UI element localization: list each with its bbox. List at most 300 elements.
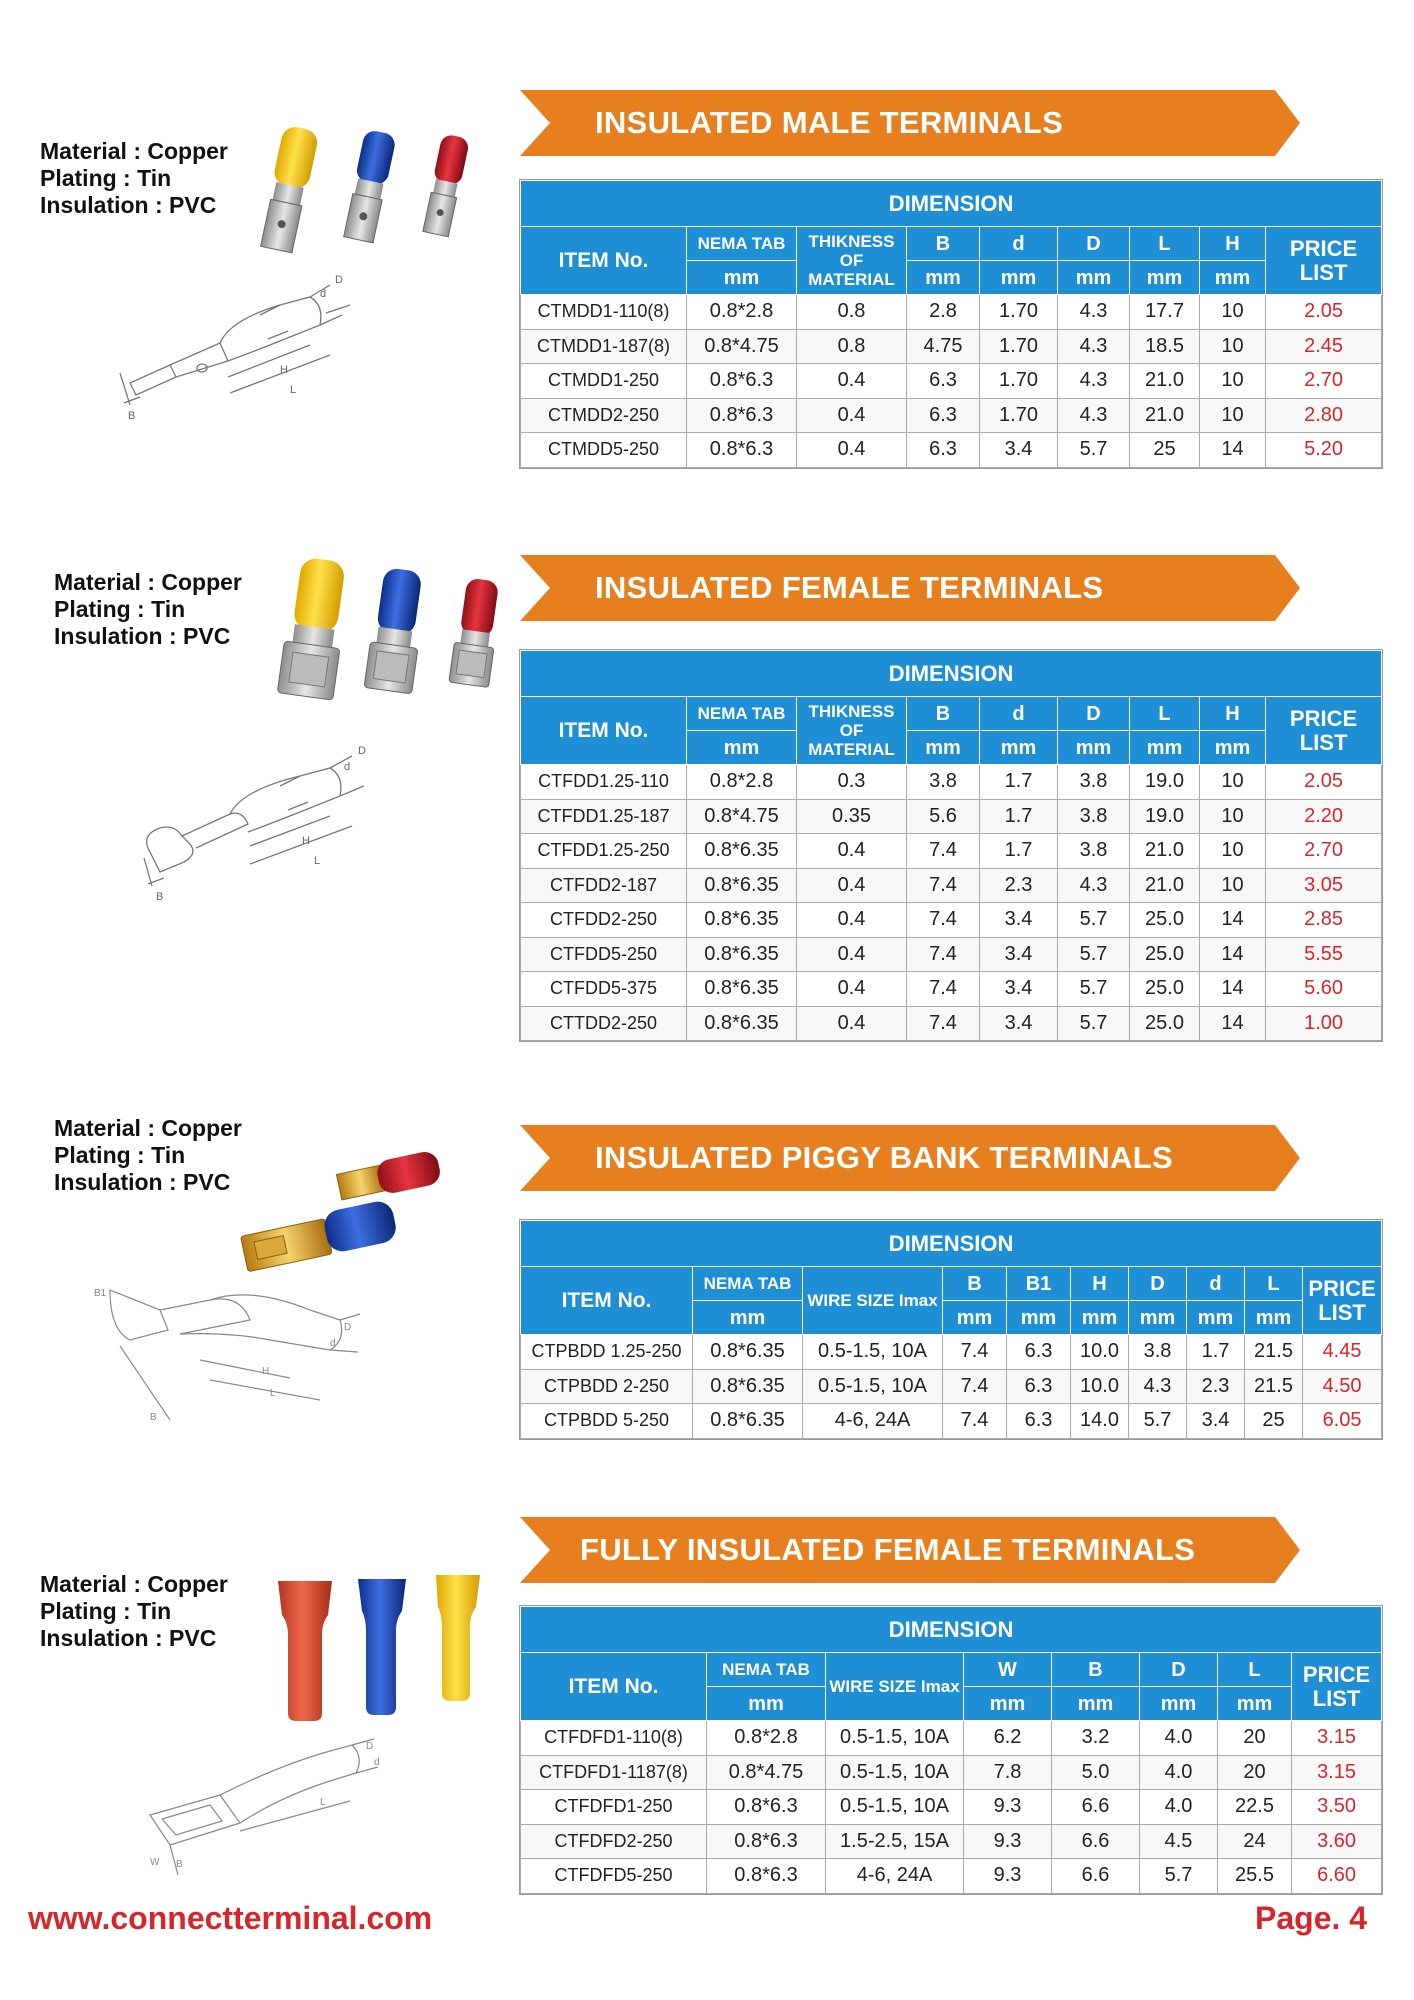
item-no: CTTDD2-250 — [521, 1006, 687, 1041]
svg-text:L: L — [270, 1388, 276, 1399]
cell: 0.4 — [797, 364, 907, 399]
material-line: Material : Copper — [40, 138, 228, 164]
nema-tab-header: NEMA TAB — [687, 227, 797, 261]
material-line: Material : Copper — [40, 1571, 228, 1597]
cell: 14 — [1200, 1006, 1266, 1041]
cell: 0.5-1.5, 10A — [803, 1335, 943, 1370]
cell: 5.7 — [1129, 1404, 1187, 1439]
cell: 10 — [1200, 398, 1266, 433]
material-line: Material : Copper — [54, 569, 242, 595]
cell: 7.4 — [943, 1404, 1007, 1439]
cell: 5.7 — [1058, 433, 1130, 468]
cell: 3.4 — [980, 1006, 1058, 1041]
cell: 24 — [1218, 1824, 1292, 1859]
cell: 21.0 — [1130, 364, 1200, 399]
unit-header: mm — [907, 731, 980, 765]
dim-header: B — [907, 697, 980, 731]
cell: 6.3 — [907, 398, 980, 433]
dim-header: L — [1130, 227, 1200, 261]
cell: 3.8 — [1058, 799, 1130, 834]
cell: 1.70 — [980, 329, 1058, 364]
cell: 0.35 — [797, 799, 907, 834]
piggy-bank-terminal-photo — [230, 1150, 450, 1280]
price-cell: 3.15 — [1292, 1721, 1382, 1756]
price-list-header: PRICE LIST — [1292, 1653, 1382, 1721]
cell: 9.3 — [964, 1824, 1052, 1859]
cell: 3.8 — [1058, 765, 1130, 800]
cell: 25 — [1130, 433, 1200, 468]
unit-header: mm — [943, 1301, 1007, 1335]
cell: 0.4 — [797, 834, 907, 869]
table-row — [521, 937, 1382, 972]
dimension-header: DIMENSION — [521, 1607, 1382, 1653]
table-row — [521, 364, 1382, 399]
cell: 0.5-1.5, 10A — [803, 1369, 943, 1404]
cell: 0.4 — [797, 433, 907, 468]
table-row — [521, 1404, 1382, 1439]
cell: 6.6 — [1052, 1790, 1140, 1825]
cell: 0.8*6.35 — [693, 1335, 803, 1370]
cell: 0.8*6.35 — [687, 834, 797, 869]
unit-header: mm — [1007, 1301, 1071, 1335]
unit-header: mm — [1058, 261, 1130, 295]
cell: 7.4 — [907, 1006, 980, 1041]
material-spec — [40, 138, 228, 219]
dim-header: D — [1058, 227, 1130, 261]
cell: 3.2 — [1052, 1721, 1140, 1756]
price-cell: 2.70 — [1266, 364, 1382, 399]
unit-header: mm — [1200, 731, 1266, 765]
cell: 0.8*6.3 — [687, 364, 797, 399]
insulation-line: Insulation : PVC — [40, 1625, 217, 1651]
cell: 4.5 — [1140, 1824, 1218, 1859]
unit-header: mm — [1140, 1687, 1218, 1721]
cell: 3.8 — [1129, 1335, 1187, 1370]
unit-header: mm — [980, 731, 1058, 765]
price-cell: 3.60 — [1292, 1824, 1382, 1859]
svg-text:D: D — [366, 1741, 374, 1752]
table-row — [521, 834, 1382, 869]
item-no: CTFDFD2-250 — [521, 1824, 707, 1859]
table-row — [521, 1755, 1382, 1790]
item-no: CTMDD1-187(8) — [521, 329, 687, 364]
material-line: Material : Copper — [54, 1115, 242, 1141]
cell: 19.0 — [1130, 765, 1200, 800]
unit-header: mm — [1130, 731, 1200, 765]
cell: 1.7 — [1187, 1335, 1245, 1370]
cell: 7.4 — [907, 868, 980, 903]
table-row — [521, 1006, 1382, 1041]
wire-size-header: WIRE SIZE Imax — [826, 1653, 964, 1721]
cell: 3.8 — [1058, 834, 1130, 869]
unit-header: mm — [1129, 1301, 1187, 1335]
table-row — [521, 765, 1382, 800]
cell: 14 — [1200, 972, 1266, 1007]
cell: 7.8 — [964, 1755, 1052, 1790]
cell: 1.7 — [980, 834, 1058, 869]
cell: 21.0 — [1130, 398, 1200, 433]
price-cell: 5.60 — [1266, 972, 1382, 1007]
price-cell: 2.05 — [1266, 765, 1382, 800]
nema-tab-header: NEMA TAB — [687, 697, 797, 731]
svg-text:L: L — [320, 1797, 326, 1808]
svg-text:H: H — [280, 364, 288, 376]
table-row — [521, 295, 1382, 330]
section-title: FULLY INSULATED FEMALE TERMINALS — [580, 1532, 1196, 1567]
price-cell: 5.55 — [1266, 937, 1382, 972]
cell: 25.0 — [1130, 1006, 1200, 1041]
price-cell: 4.50 — [1303, 1369, 1382, 1404]
cell: 2.3 — [1187, 1369, 1245, 1404]
item-no: CTPBDD 5-250 — [521, 1404, 693, 1439]
plating-line: Plating : Tin — [54, 1142, 186, 1168]
cell: 25.0 — [1130, 972, 1200, 1007]
svg-text:B: B — [150, 1412, 157, 1423]
cell: 0.4 — [797, 972, 907, 1007]
table-row — [521, 1369, 1382, 1404]
dim-header: W — [964, 1653, 1052, 1687]
svg-text:D: D — [335, 274, 343, 286]
cell: 0.8*2.8 — [707, 1721, 826, 1756]
svg-text:H: H — [302, 835, 310, 847]
cell: 0.8*6.35 — [693, 1369, 803, 1404]
cell: 5.7 — [1058, 1006, 1130, 1041]
cell: 1.7 — [980, 799, 1058, 834]
item-no-header: ITEM No. — [521, 697, 687, 765]
svg-text:L: L — [314, 855, 321, 867]
cell: 0.8*6.3 — [687, 398, 797, 433]
thickness-header: THIKNESS OF MATERIAL — [797, 227, 907, 295]
section-banner-female — [520, 555, 1300, 621]
svg-text:W: W — [150, 1857, 160, 1868]
dim-header: d — [980, 697, 1058, 731]
cell: 25.0 — [1130, 937, 1200, 972]
item-no: CTFDD1.25-110 — [521, 765, 687, 800]
cell: 0.5-1.5, 10A — [826, 1721, 964, 1756]
dim-header: D — [1058, 697, 1130, 731]
price-cell: 6.60 — [1292, 1859, 1382, 1894]
cell: 6.3 — [1007, 1335, 1071, 1370]
unit-header: mm — [1200, 261, 1266, 295]
unit-header: mm — [1052, 1687, 1140, 1721]
female-terminal-photo — [265, 555, 515, 715]
item-no: CTMDD1-250 — [521, 364, 687, 399]
cell: 14 — [1200, 433, 1266, 468]
dimension-header: DIMENSION — [521, 651, 1382, 697]
svg-text:B: B — [156, 891, 164, 903]
cell: 21.5 — [1245, 1335, 1303, 1370]
cell: 0.4 — [797, 868, 907, 903]
nema-tab-header: NEMA TAB — [693, 1267, 803, 1301]
price-cell: 2.05 — [1266, 295, 1382, 330]
cell: 20 — [1218, 1755, 1292, 1790]
cell: 3.4 — [980, 433, 1058, 468]
cell: 0.4 — [797, 1006, 907, 1041]
section-title: INSULATED FEMALE TERMINALS — [595, 570, 1104, 605]
item-no: CTFDD1.25-250 — [521, 834, 687, 869]
cell: 6.3 — [1007, 1404, 1071, 1439]
table-row — [521, 868, 1382, 903]
unit-header: mm — [964, 1687, 1052, 1721]
thickness-header: THIKNESS OF MATERIAL — [797, 697, 907, 765]
cell: 19.0 — [1130, 799, 1200, 834]
price-list-header: PRICE LIST — [1266, 697, 1382, 765]
item-no: CTMDD1-110(8) — [521, 295, 687, 330]
dim-header: B1 — [1007, 1267, 1071, 1301]
cell: 0.8*4.75 — [687, 799, 797, 834]
cell: 6.3 — [1007, 1369, 1071, 1404]
item-no: CTFDD2-187 — [521, 868, 687, 903]
cell: 0.4 — [797, 937, 907, 972]
unit-header: mm — [693, 1301, 803, 1335]
cell: 3.8 — [907, 765, 980, 800]
fully-insulated-terminal-photo — [270, 1575, 495, 1725]
cell: 4.0 — [1140, 1721, 1218, 1756]
svg-text:d: d — [374, 1757, 380, 1768]
cell: 3.4 — [980, 972, 1058, 1007]
cell: 10.0 — [1071, 1369, 1129, 1404]
cell: 1.5-2.5, 15A — [826, 1824, 964, 1859]
item-no: CTFDD1.25-187 — [521, 799, 687, 834]
dim-header: H — [1071, 1267, 1129, 1301]
cell: 0.8*6.35 — [687, 937, 797, 972]
cell: 0.3 — [797, 765, 907, 800]
dim-header: L — [1130, 697, 1200, 731]
dim-header: H — [1200, 697, 1266, 731]
dim-header: L — [1218, 1653, 1292, 1687]
cell: 4.0 — [1140, 1755, 1218, 1790]
cell: 0.4 — [797, 398, 907, 433]
cell: 4.3 — [1058, 329, 1130, 364]
cell: 4-6, 24A — [803, 1404, 943, 1439]
item-no: CTMDD2-250 — [521, 398, 687, 433]
price-cell: 4.45 — [1303, 1335, 1382, 1370]
cell: 0.4 — [797, 903, 907, 938]
cell: 7.4 — [907, 972, 980, 1007]
spec-table-piggy — [520, 1220, 1382, 1439]
unit-header: mm — [1187, 1301, 1245, 1335]
cell: 25.0 — [1130, 903, 1200, 938]
table-row — [521, 799, 1382, 834]
cell: 9.3 — [964, 1859, 1052, 1894]
table-row — [521, 972, 1382, 1007]
cell: 4-6, 24A — [826, 1859, 964, 1894]
item-no: CTFDFD5-250 — [521, 1859, 707, 1894]
table-row — [521, 329, 1382, 364]
svg-text:H: H — [262, 1366, 270, 1377]
fully-insulated-terminal-drawing — [130, 1735, 390, 1885]
dim-header: L — [1245, 1267, 1303, 1301]
dim-header: D — [1140, 1653, 1218, 1687]
nema-tab-header: NEMA TAB — [707, 1653, 826, 1687]
table-row — [521, 1859, 1382, 1894]
cell: 4.3 — [1058, 868, 1130, 903]
cell: 21.0 — [1130, 834, 1200, 869]
item-no: CTFDFD1-1187(8) — [521, 1755, 707, 1790]
cell: 0.8*6.35 — [687, 1006, 797, 1041]
unit-header: mm — [907, 261, 980, 295]
cell: 17.7 — [1130, 295, 1200, 330]
material-spec — [54, 1115, 242, 1196]
cell: 10 — [1200, 799, 1266, 834]
table-row — [521, 903, 1382, 938]
cell: 10.0 — [1071, 1335, 1129, 1370]
section-banner-fully-insulated — [520, 1517, 1300, 1583]
cell: 10 — [1200, 834, 1266, 869]
spec-table-male — [520, 180, 1382, 468]
insulation-line: Insulation : PVC — [54, 623, 231, 649]
price-cell: 1.00 — [1266, 1006, 1382, 1041]
cell: 5.6 — [907, 799, 980, 834]
male-terminal-photo — [250, 125, 490, 270]
cell: 0.8*6.35 — [687, 903, 797, 938]
cell: 25 — [1245, 1404, 1303, 1439]
cell: 0.8*6.35 — [687, 868, 797, 903]
cell: 0.5-1.5, 10A — [826, 1755, 964, 1790]
svg-text:B: B — [128, 410, 136, 422]
price-cell: 3.15 — [1292, 1755, 1382, 1790]
cell: 3.4 — [980, 937, 1058, 972]
cell: 22.5 — [1218, 1790, 1292, 1825]
item-no: CTFDD5-250 — [521, 937, 687, 972]
section-banner-male — [520, 90, 1300, 156]
table-row — [521, 398, 1382, 433]
cell: 0.8*6.3 — [707, 1790, 826, 1825]
website-link[interactable]: www.connectterminal.com — [28, 1900, 433, 1936]
svg-text:B: B — [176, 1859, 183, 1870]
cell: 2.8 — [907, 295, 980, 330]
table-row — [521, 433, 1382, 468]
price-list-header: PRICE LIST — [1303, 1267, 1382, 1335]
price-cell: 2.80 — [1266, 398, 1382, 433]
cell: 4.75 — [907, 329, 980, 364]
plating-line: Plating : Tin — [40, 165, 172, 191]
material-spec — [54, 569, 242, 650]
table-row — [521, 1790, 1382, 1825]
cell: 5.7 — [1140, 1859, 1218, 1894]
cell: 14 — [1200, 903, 1266, 938]
item-no-header: ITEM No. — [521, 227, 687, 295]
price-cell: 2.85 — [1266, 903, 1382, 938]
cell: 1.70 — [980, 295, 1058, 330]
item-no: CTFDD5-375 — [521, 972, 687, 1007]
cell: 0.8*6.3 — [707, 1824, 826, 1859]
section-title: INSULATED MALE TERMINALS — [595, 105, 1064, 140]
price-cell: 2.20 — [1266, 799, 1382, 834]
svg-text:d: d — [344, 761, 351, 773]
table-row — [521, 1824, 1382, 1859]
section-title: INSULATED PIGGY BANK TERMINALS — [595, 1140, 1173, 1175]
price-cell: 5.20 — [1266, 433, 1382, 468]
cell: 10 — [1200, 765, 1266, 800]
male-terminal-drawing — [110, 265, 370, 440]
unit-header: mm — [1058, 731, 1130, 765]
unit-header: mm — [980, 261, 1058, 295]
spec-table-female — [520, 650, 1382, 1041]
cell: 7.4 — [907, 937, 980, 972]
unit-header: mm — [1245, 1301, 1303, 1335]
cell: 6.6 — [1052, 1824, 1140, 1859]
unit-header: mm — [687, 731, 797, 765]
cell: 0.8*6.3 — [687, 433, 797, 468]
insulation-line: Insulation : PVC — [40, 192, 217, 218]
page-number: Page. 4 — [1255, 1900, 1368, 1936]
cell: 0.8 — [797, 329, 907, 364]
item-no: CTMDD5-250 — [521, 433, 687, 468]
cell: 4.0 — [1140, 1790, 1218, 1825]
cell: 0.8 — [797, 295, 907, 330]
cell: 7.4 — [907, 903, 980, 938]
cell: 21.5 — [1245, 1369, 1303, 1404]
cell: 20 — [1218, 1721, 1292, 1756]
cell: 9.3 — [964, 1790, 1052, 1825]
material-spec — [40, 1571, 228, 1652]
item-no-header: ITEM No. — [521, 1267, 693, 1335]
cell: 5.7 — [1058, 972, 1130, 1007]
cell: 4.3 — [1058, 364, 1130, 399]
svg-text:D: D — [344, 1322, 352, 1333]
cell: 7.4 — [907, 834, 980, 869]
cell: 10 — [1200, 364, 1266, 399]
svg-text:d: d — [320, 288, 327, 300]
cell: 0.8*6.35 — [687, 972, 797, 1007]
price-cell: 2.45 — [1266, 329, 1382, 364]
svg-text:L: L — [290, 384, 297, 396]
cell: 0.8*4.75 — [707, 1755, 826, 1790]
wire-size-header: WIRE SIZE Imax — [803, 1267, 943, 1335]
cell: 10 — [1200, 329, 1266, 364]
cell: 21.0 — [1130, 868, 1200, 903]
cell: 5.7 — [1058, 903, 1130, 938]
piggy-bank-terminal-drawing — [90, 1270, 380, 1430]
item-no: CTFDD2-250 — [521, 903, 687, 938]
cell: 1.7 — [980, 765, 1058, 800]
dim-header: B — [1052, 1653, 1140, 1687]
plating-line: Plating : Tin — [40, 1598, 172, 1624]
cell: 25.5 — [1218, 1859, 1292, 1894]
cell: 0.8*2.8 — [687, 295, 797, 330]
dim-header: d — [1187, 1267, 1245, 1301]
cell: 0.8*2.8 — [687, 765, 797, 800]
unit-header: mm — [1071, 1301, 1129, 1335]
cell: 18.5 — [1130, 329, 1200, 364]
price-list-header: PRICE LIST — [1266, 227, 1382, 295]
item-no: CTFDFD1-110(8) — [521, 1721, 707, 1756]
svg-text:D: D — [358, 745, 366, 757]
dim-header: B — [943, 1267, 1007, 1301]
unit-header: mm — [687, 261, 797, 295]
female-terminal-drawing — [130, 740, 390, 915]
unit-header: mm — [707, 1687, 826, 1721]
item-no: CTPBDD 1.25-250 — [521, 1335, 693, 1370]
insulation-line: Insulation : PVC — [54, 1169, 231, 1195]
cell: 0.8*6.3 — [707, 1859, 826, 1894]
price-cell: 3.50 — [1292, 1790, 1382, 1825]
unit-header: mm — [1130, 261, 1200, 295]
unit-header: mm — [1218, 1687, 1292, 1721]
svg-text:B1: B1 — [94, 1288, 107, 1299]
price-cell: 3.05 — [1266, 868, 1382, 903]
cell: 0.8*6.35 — [693, 1404, 803, 1439]
plating-line: Plating : Tin — [54, 596, 186, 622]
cell: 7.4 — [943, 1369, 1007, 1404]
table-row — [521, 1721, 1382, 1756]
cell: 0.5-1.5, 10A — [826, 1790, 964, 1825]
table-row — [521, 1335, 1382, 1370]
cell: 1.70 — [980, 364, 1058, 399]
cell: 3.4 — [980, 903, 1058, 938]
cell: 10 — [1200, 868, 1266, 903]
